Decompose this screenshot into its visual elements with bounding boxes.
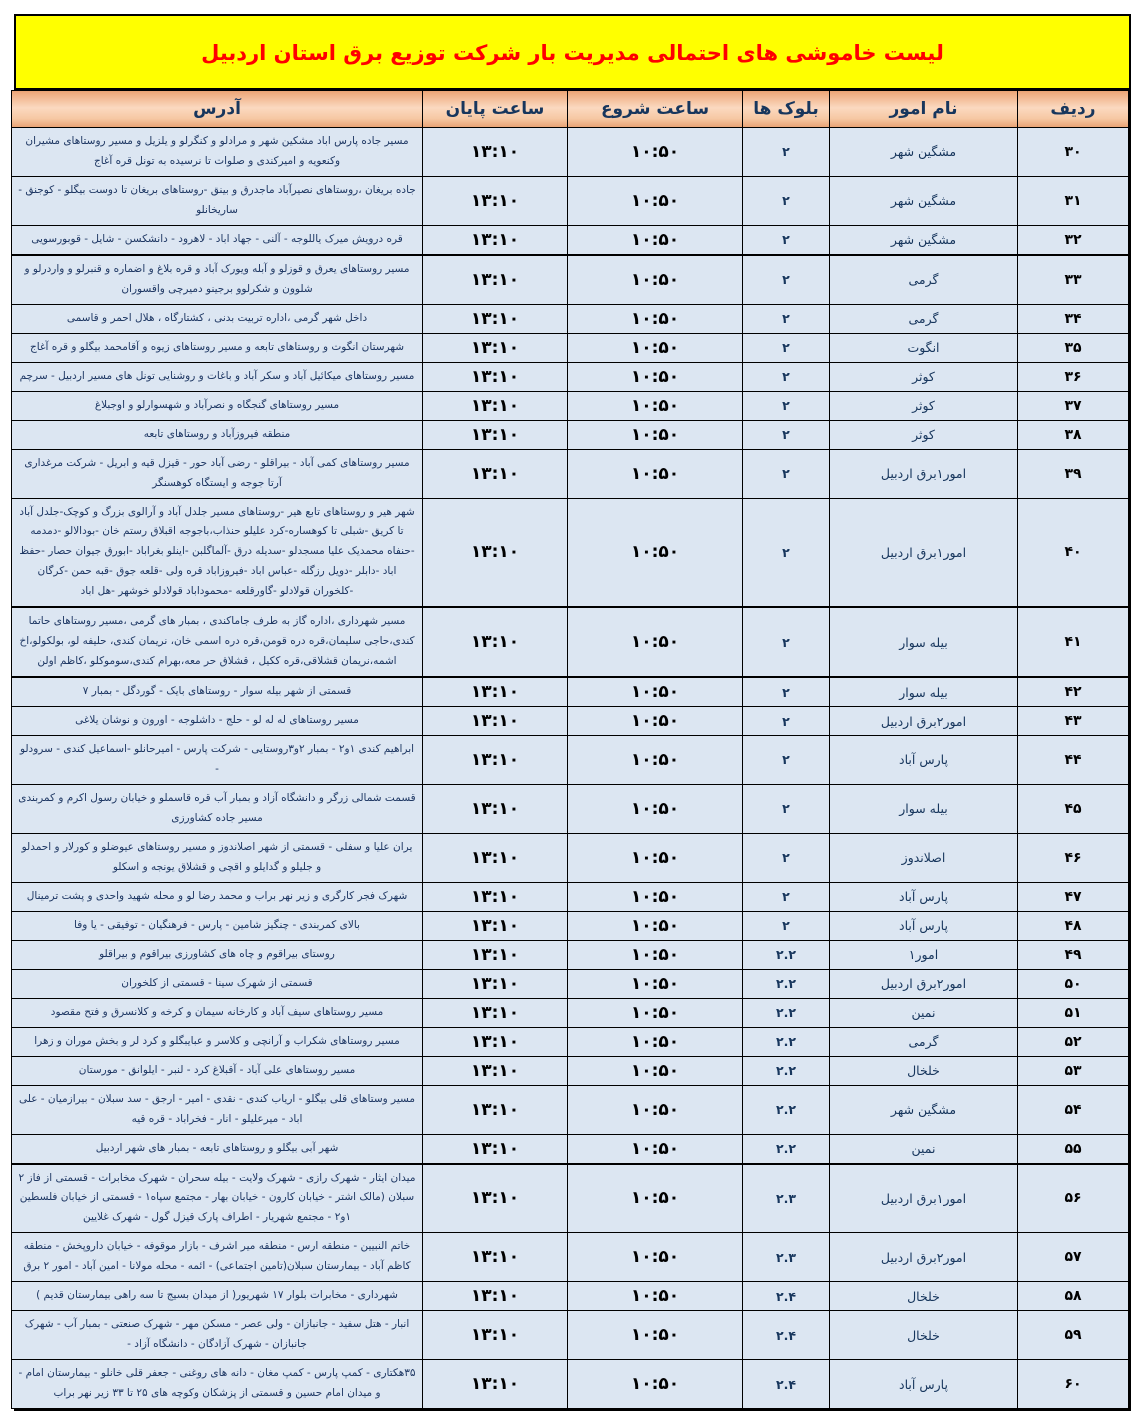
end-time-cell: ۱۳:۱۰ [423, 176, 568, 225]
table-row [12, 707, 1129, 736]
row-number-cell: ۴۴ [1018, 736, 1129, 785]
start-time-cell: ۱۰:۵۰ [568, 391, 743, 420]
row-number-cell: ۵۶ [1018, 1164, 1129, 1233]
blocks-cell: ۲ [743, 784, 830, 833]
header-row [12, 91, 1129, 128]
blocks-cell: ۲ [743, 225, 830, 255]
table-row [12, 833, 1129, 882]
blocks-cell: ۲ [743, 391, 830, 420]
table-row [12, 1233, 1129, 1282]
blocks-cell: ۲ [743, 607, 830, 677]
blocks-cell: ۲.۴ [743, 1282, 830, 1311]
start-time-cell: ۱۰:۵۰ [568, 736, 743, 785]
end-time-cell: ۱۳:۱۰ [423, 998, 568, 1027]
end-time-cell: ۱۳:۱۰ [423, 128, 568, 177]
department-cell: پارس آباد [830, 882, 1018, 911]
table-row [12, 333, 1129, 362]
row-number-cell: ۴۹ [1018, 940, 1129, 969]
address-cell: قسمت شمالی زرگر و دانشگاه آزاد و بمبار آب قره قاسملو و خیابان رسول اکرم و کمربندی مسیر جاده کشاورزی [12, 784, 423, 833]
table-row [12, 882, 1129, 911]
blocks-cell: ۲ [743, 176, 830, 225]
address-cell: مسیر روستاهای له له لو - حلج - داشلوجه - اورون و نوشان یلاغی [12, 707, 423, 736]
department-cell: بیله سوار [830, 607, 1018, 677]
row-number-cell: ۴۳ [1018, 707, 1129, 736]
department-cell: گرمی [830, 1027, 1018, 1056]
start-time-cell: ۱۰:۵۰ [568, 176, 743, 225]
header-start-time: ساعت شروع [568, 91, 743, 128]
row-number-cell: ۴۵ [1018, 784, 1129, 833]
department-cell: کوثر [830, 362, 1018, 391]
end-time-cell: ۱۳:۱۰ [423, 940, 568, 969]
start-time-cell: ۱۰:۵۰ [568, 1233, 743, 1282]
blocks-cell: ۲.۲ [743, 940, 830, 969]
address-cell: مسیر روستاهای میکائیل آباد و سکر آباد و باغات و روشنایی تونل های مسیر اردبیل - سرچم [12, 362, 423, 391]
blocks-cell: ۲ [743, 333, 830, 362]
table-row [12, 225, 1129, 255]
row-number-cell: ۳۲ [1018, 225, 1129, 255]
table-row [12, 176, 1129, 225]
department-cell: مشگین شهر [830, 1085, 1018, 1134]
address-cell: مسیر روستاهای کمی آباد - بیراقلو - رضی آباد حور - قیزل قیه و ابریل - شرکت مرغداری آرتا جوجه و ایستگاه کوهسنگر [12, 449, 423, 498]
end-time-cell: ۱۳:۱۰ [423, 255, 568, 304]
end-time-cell: ۱۳:۱۰ [423, 833, 568, 882]
table-row [12, 391, 1129, 420]
address-cell: ۳۵هکتاری - کمپ پارس - کمپ مغان - دانه های روغنی - جعفر قلی خانلو - بیمارستان امام - و میدان امام حسین و قسمتی از پزشکان وکوچه های ۲۵ تا ۳۳ زیر نهر براب [12, 1360, 423, 1409]
row-number-cell: ۵۹ [1018, 1311, 1129, 1360]
department-cell: کوثر [830, 420, 1018, 449]
address-cell: قسمتی از شهرک سینا - قسمتی از کلخوران [12, 969, 423, 998]
address-cell: منطقه فیروزآباد و روستاهای تابعه [12, 420, 423, 449]
blocks-cell: ۲ [743, 498, 830, 607]
blocks-cell: ۲ [743, 304, 830, 333]
blocks-cell: ۲ [743, 736, 830, 785]
table-row [12, 1027, 1129, 1056]
end-time-cell: ۱۳:۱۰ [423, 1311, 568, 1360]
row-number-cell: ۶۰ [1018, 1360, 1129, 1409]
row-number-cell: ۳۴ [1018, 304, 1129, 333]
department-cell: امور۲برق اردبیل [830, 969, 1018, 998]
department-cell: اصلاندوز [830, 833, 1018, 882]
row-number-cell: ۵۴ [1018, 1085, 1129, 1134]
department-cell: خلخال [830, 1311, 1018, 1360]
department-cell: مشگین شهر [830, 128, 1018, 177]
table-row [12, 1134, 1129, 1164]
department-cell: مشگین شهر [830, 176, 1018, 225]
department-cell: امور۲برق اردبیل [830, 1233, 1018, 1282]
department-cell: پارس آباد [830, 911, 1018, 940]
blocks-cell: ۲.۳ [743, 1233, 830, 1282]
department-cell: بیله سوار [830, 677, 1018, 707]
address-cell: داخل شهر گرمی ،اداره تربیت بدنی ، کشتارگاه ، هلال احمر و قاسمی [12, 304, 423, 333]
table-row [12, 784, 1129, 833]
table-row [12, 1360, 1129, 1409]
row-number-cell: ۴۱ [1018, 607, 1129, 677]
row-number-cell: ۴۸ [1018, 911, 1129, 940]
department-cell: امور۱ [830, 940, 1018, 969]
start-time-cell: ۱۰:۵۰ [568, 255, 743, 304]
table-row [12, 498, 1129, 607]
department-cell: امور۱برق اردبیل [830, 1164, 1018, 1233]
row-number-cell: ۵۷ [1018, 1233, 1129, 1282]
row-number-cell: ۵۵ [1018, 1134, 1129, 1164]
address-cell: مسیر جاده پارس اباد مشکین شهر و مرادلو و کنگرلو و یلزیل و مسیر روستاهای مشیران وکنعویه و امیرکندی و صلوات تا نرسیده به تونل قره آغاج [12, 128, 423, 177]
blocks-cell: ۲ [743, 911, 830, 940]
outage-table-body [12, 128, 1129, 1409]
address-cell: مسیر روستاهای شکراب و آرانچی و کلاسر و عبایبگلو و کرد لر و بخش موران و زهرا [12, 1027, 423, 1056]
address-cell: مسیر روستاهای سیف آباد و کارخانه سیمان و کرخه و کلانسرق و فتح مقصود [12, 998, 423, 1027]
end-time-cell: ۱۳:۱۰ [423, 498, 568, 607]
address-cell: مسیر روستاهای گنجگاه و نصرآباد و شهسوارلو و اوجبلاغ [12, 391, 423, 420]
department-cell: خلخال [830, 1056, 1018, 1085]
address-cell: قره درویش میرک یاللوجه - آلنی - جهاد اباد - لاهرود - دانشکسن - شایل - قوبورسویی [12, 225, 423, 255]
table-row [12, 940, 1129, 969]
end-time-cell: ۱۳:۱۰ [423, 736, 568, 785]
start-time-cell: ۱۰:۵۰ [568, 225, 743, 255]
table-row [12, 255, 1129, 304]
blocks-cell: ۲.۲ [743, 969, 830, 998]
header-department: نام امور [830, 91, 1018, 128]
row-number-cell: ۳۵ [1018, 333, 1129, 362]
end-time-cell: ۱۳:۱۰ [423, 362, 568, 391]
end-time-cell: ۱۳:۱۰ [423, 1134, 568, 1164]
table-row [12, 304, 1129, 333]
start-time-cell: ۱۰:۵۰ [568, 969, 743, 998]
department-cell: بیله سوار [830, 784, 1018, 833]
table-row [12, 677, 1129, 707]
address-cell: جاده بریغان ،روستاهای نصیرآباد ماجدرق و بینق -روستاهای بریغان تا دوست بیگلو - کوجنق - ساریخانلو [12, 176, 423, 225]
row-number-cell: ۵۳ [1018, 1056, 1129, 1085]
start-time-cell: ۱۰:۵۰ [568, 940, 743, 969]
row-number-cell: ۳۸ [1018, 420, 1129, 449]
outage-table [11, 90, 1129, 1409]
start-time-cell: ۱۰:۵۰ [568, 677, 743, 707]
start-time-cell: ۱۰:۵۰ [568, 128, 743, 177]
blocks-cell: ۲.۲ [743, 998, 830, 1027]
start-time-cell: ۱۰:۵۰ [568, 1164, 743, 1233]
end-time-cell: ۱۳:۱۰ [423, 225, 568, 255]
address-cell: روستای بیراقوم و چاه های کشاورزی بیراقوم و بیراقلو [12, 940, 423, 969]
department-cell: کوثر [830, 391, 1018, 420]
row-number-cell: ۴۲ [1018, 677, 1129, 707]
row-number-cell: ۳۰ [1018, 128, 1129, 177]
end-time-cell: ۱۳:۱۰ [423, 607, 568, 677]
start-time-cell: ۱۰:۵۰ [568, 304, 743, 333]
blocks-cell: ۲.۲ [743, 1085, 830, 1134]
table-row [12, 911, 1129, 940]
row-number-cell: ۵۰ [1018, 969, 1129, 998]
address-cell: مسیر روستاهای یعرق و قوزلو و آبله ویورک آباد و قره بلاغ و اضماره و قنبرلو و واردرلو و شلوون و شکرلوو برجینو دمیرچی واقسوران [12, 255, 423, 304]
table-row [12, 607, 1129, 677]
department-cell: گرمی [830, 304, 1018, 333]
end-time-cell: ۱۳:۱۰ [423, 677, 568, 707]
table-row [12, 969, 1129, 998]
start-time-cell: ۱۰:۵۰ [568, 911, 743, 940]
header-blocks: بلوک ها [743, 91, 830, 128]
start-time-cell: ۱۰:۵۰ [568, 1085, 743, 1134]
end-time-cell: ۱۳:۱۰ [423, 420, 568, 449]
table-row [12, 420, 1129, 449]
blocks-cell: ۲.۴ [743, 1311, 830, 1360]
end-time-cell: ۱۳:۱۰ [423, 882, 568, 911]
end-time-cell: ۱۳:۱۰ [423, 707, 568, 736]
end-time-cell: ۱۳:۱۰ [423, 1027, 568, 1056]
blocks-cell: ۲ [743, 833, 830, 882]
start-time-cell: ۱۰:۵۰ [568, 1311, 743, 1360]
header-end-time: ساعت پایان [423, 91, 568, 128]
start-time-cell: ۱۰:۵۰ [568, 362, 743, 391]
address-cell: قسمتی از شهر بیله سوار - روستاهای بایک - گوردگل - بمبار ۷ [12, 677, 423, 707]
end-time-cell: ۱۳:۱۰ [423, 1282, 568, 1311]
department-cell: خلخال [830, 1282, 1018, 1311]
department-cell: امور۱برق اردبیل [830, 498, 1018, 607]
table-row [12, 1164, 1129, 1233]
row-number-cell: ۵۱ [1018, 998, 1129, 1027]
department-cell: پارس آباد [830, 1360, 1018, 1409]
department-cell: انگوت [830, 333, 1018, 362]
header-row-number: ردیف [1018, 91, 1129, 128]
address-cell: شهر هیر و روستاهای تابع هیر -روستاهای مسیر جلدل آباد و آرالوی بزرگ و کوچک-جلدل آباد تا کریق -شبلی تا کوهساره-کرد علیلو حنذاب،باجوجه اقبلاق رستم خان -بودالالو -دمدمه -حنفاه محمدیک علیا مسجدلو -سدیله درق -آلماگلبن -اینلو بغراباد -ابورق جیوان حصار -حفظ اباد -دابلر -دویل رزگله -عباس اباد -فیروزاباد قره ولی -قلعه جوق -قبه حمن -کرگان -کلخوران قولادلو -گاورقلعه -محموداباد قولادلو خوشهر -هل اباد [12, 498, 423, 607]
end-time-cell: ۱۳:۱۰ [423, 1164, 568, 1233]
table-row [12, 1085, 1129, 1134]
address-cell: بالای کمربندی - چنگیز شامین - پارس - فرهنگیان - توفیقی - یا وفا [12, 911, 423, 940]
start-time-cell: ۱۰:۵۰ [568, 1056, 743, 1085]
row-number-cell: ۵۲ [1018, 1027, 1129, 1056]
row-number-cell: ۳۳ [1018, 255, 1129, 304]
outage-schedule-sheet [14, 14, 1131, 1411]
row-number-cell: ۳۱ [1018, 176, 1129, 225]
row-number-cell: ۳۹ [1018, 449, 1129, 498]
start-time-cell: ۱۰:۵۰ [568, 498, 743, 607]
department-cell: مشگین شهر [830, 225, 1018, 255]
start-time-cell: ۱۰:۵۰ [568, 449, 743, 498]
address-cell: مسیر وستاهای قلی بیگلو - اریاب کندی - نقدی - امیر - ارجق - سد سبلان - بیرازمیان - علی اباد - میرعلیلو - انار - فخراباد - قره قیه [12, 1085, 423, 1134]
end-time-cell: ۱۳:۱۰ [423, 1085, 568, 1134]
department-cell: امور۲برق اردبیل [830, 707, 1018, 736]
start-time-cell: ۱۰:۵۰ [568, 420, 743, 449]
blocks-cell: ۲.۳ [743, 1164, 830, 1233]
start-time-cell: ۱۰:۵۰ [568, 1134, 743, 1164]
table-row [12, 1056, 1129, 1085]
start-time-cell: ۱۰:۵۰ [568, 607, 743, 677]
end-time-cell: ۱۳:۱۰ [423, 333, 568, 362]
start-time-cell: ۱۰:۵۰ [568, 833, 743, 882]
end-time-cell: ۱۳:۱۰ [423, 391, 568, 420]
address-cell: مسیر روستاهای علی آباد - آقبلاغ کرد - لنبر - ایلوانق - مورستان [12, 1056, 423, 1085]
end-time-cell: ۱۳:۱۰ [423, 911, 568, 940]
department-cell: گرمی [830, 255, 1018, 304]
row-number-cell: ۳۷ [1018, 391, 1129, 420]
address-cell: خاتم النبیین - منطقه ارس - منطقه میر اشرف - بازار موقوفه - خیابان داروپخش - منطقه کاظم آباد - بیمارستان سبلان(تامین اجتماعی) - ائمه - محله مولانا - امین آباد - امور ۲ برق [12, 1233, 423, 1282]
blocks-cell: ۲.۲ [743, 1027, 830, 1056]
address-cell: یران علیا و سفلی - قسمتی از شهر اصلاندوز و مسیر روستاهای عیوضلو و کورلار و احمدلو و جلیلو و گدایلو و اقچی و قشلاق یونجه و اسکلو [12, 833, 423, 882]
row-number-cell: ۳۶ [1018, 362, 1129, 391]
start-time-cell: ۱۰:۵۰ [568, 1027, 743, 1056]
address-cell: شهر آبی بیگلو و روستاهای تابعه - بمبار های شهر اردبیل [12, 1134, 423, 1164]
end-time-cell: ۱۳:۱۰ [423, 969, 568, 998]
department-cell: نمین [830, 1134, 1018, 1164]
address-cell: شهرک فجر کارگری و زیر نهر براب و محمد رضا لو و محله شهید واحدی و پشت ترمینال [12, 882, 423, 911]
blocks-cell: ۲ [743, 707, 830, 736]
table-row [12, 1311, 1129, 1360]
department-cell: پارس آباد [830, 736, 1018, 785]
start-time-cell: ۱۰:۵۰ [568, 998, 743, 1027]
start-time-cell: ۱۰:۵۰ [568, 882, 743, 911]
table-row [12, 736, 1129, 785]
row-number-cell: ۴۷ [1018, 882, 1129, 911]
start-time-cell: ۱۰:۵۰ [568, 333, 743, 362]
blocks-cell: ۲ [743, 677, 830, 707]
department-cell: نمین [830, 998, 1018, 1027]
start-time-cell: ۱۰:۵۰ [568, 784, 743, 833]
department-cell: امور۱برق اردبیل [830, 449, 1018, 498]
blocks-cell: ۲.۲ [743, 1056, 830, 1085]
address-cell: ابراهیم کندی ۱و۲ - بمبار ۲و۳روستایی - شرکت پارس - امیرحانلو -اسماعیل کندی - سرودلو - [12, 736, 423, 785]
page-title: لیست خاموشی های احتمالی مدیریت بار شرکت توزیع برق استان اردبیل [16, 16, 1129, 90]
table-row [12, 362, 1129, 391]
row-number-cell: ۴۶ [1018, 833, 1129, 882]
start-time-cell: ۱۰:۵۰ [568, 707, 743, 736]
address-cell: میدان ایثار - شهرک رازی - شهرک ولایت - بیله سحران - شهرک مخابرات - قسمتی از فاز ۲ سبلان (مالک اشتر - خیابان کارون - خیابان بهار - مجتمع سپاه۱ - قسمتی از خیابان فلسطین ۱و۲ - مجتمع شهریار - اطراف پارک قیزل گول - شهرک غلایین [12, 1164, 423, 1233]
start-time-cell: ۱۰:۵۰ [568, 1282, 743, 1311]
blocks-cell: ۲.۲ [743, 1134, 830, 1164]
end-time-cell: ۱۳:۱۰ [423, 304, 568, 333]
address-cell: شهرداری - مخابرات بلوار ۱۷ شهریور( از میدان بسیج تا سه راهی بیمارستان قدیم ) [12, 1282, 423, 1311]
blocks-cell: ۲ [743, 449, 830, 498]
start-time-cell: ۱۰:۵۰ [568, 1360, 743, 1409]
table-row [12, 998, 1129, 1027]
row-number-cell: ۴۰ [1018, 498, 1129, 607]
blocks-cell: ۲ [743, 420, 830, 449]
blocks-cell: ۲ [743, 255, 830, 304]
address-cell: مسیر شهرداری ،اداره گاز به طرف جاماکندی ، بمبار های گرمی ،مسیر روستاهای حاتما کندی،حاجی سلیمان،قره دره قومن،قره دره اسمی خان، نریمان کندی، حلیفه لو، بولکولو،اخ اشمه،نریمان قشلاقی،قره ککیل ، قشلاق حر معه،بهرام کندی،سوموکلو ،کاظم اولن [12, 607, 423, 677]
end-time-cell: ۱۳:۱۰ [423, 1056, 568, 1085]
blocks-cell: ۲ [743, 128, 830, 177]
table-row [12, 128, 1129, 177]
table-row [12, 1282, 1129, 1311]
blocks-cell: ۲ [743, 362, 830, 391]
blocks-cell: ۲.۴ [743, 1360, 830, 1409]
end-time-cell: ۱۳:۱۰ [423, 784, 568, 833]
end-time-cell: ۱۳:۱۰ [423, 1233, 568, 1282]
blocks-cell: ۲ [743, 882, 830, 911]
table-row [12, 449, 1129, 498]
end-time-cell: ۱۳:۱۰ [423, 449, 568, 498]
address-cell: شهرستان انگوت و روستاهای تابعه و مسیر روستاهای زیوه و آقامحمد بیگلو و قره آغاج [12, 333, 423, 362]
header-address: آدرس [12, 91, 423, 128]
address-cell: انبار - هتل سفید - جانبازان - ولی عصر - مسکن مهر - شهرک صنعتی - بمبار آب - شهرک جانبازان - شهرک آزادگان - دانشگاه آزاد - [12, 1311, 423, 1360]
row-number-cell: ۵۸ [1018, 1282, 1129, 1311]
end-time-cell: ۱۳:۱۰ [423, 1360, 568, 1409]
